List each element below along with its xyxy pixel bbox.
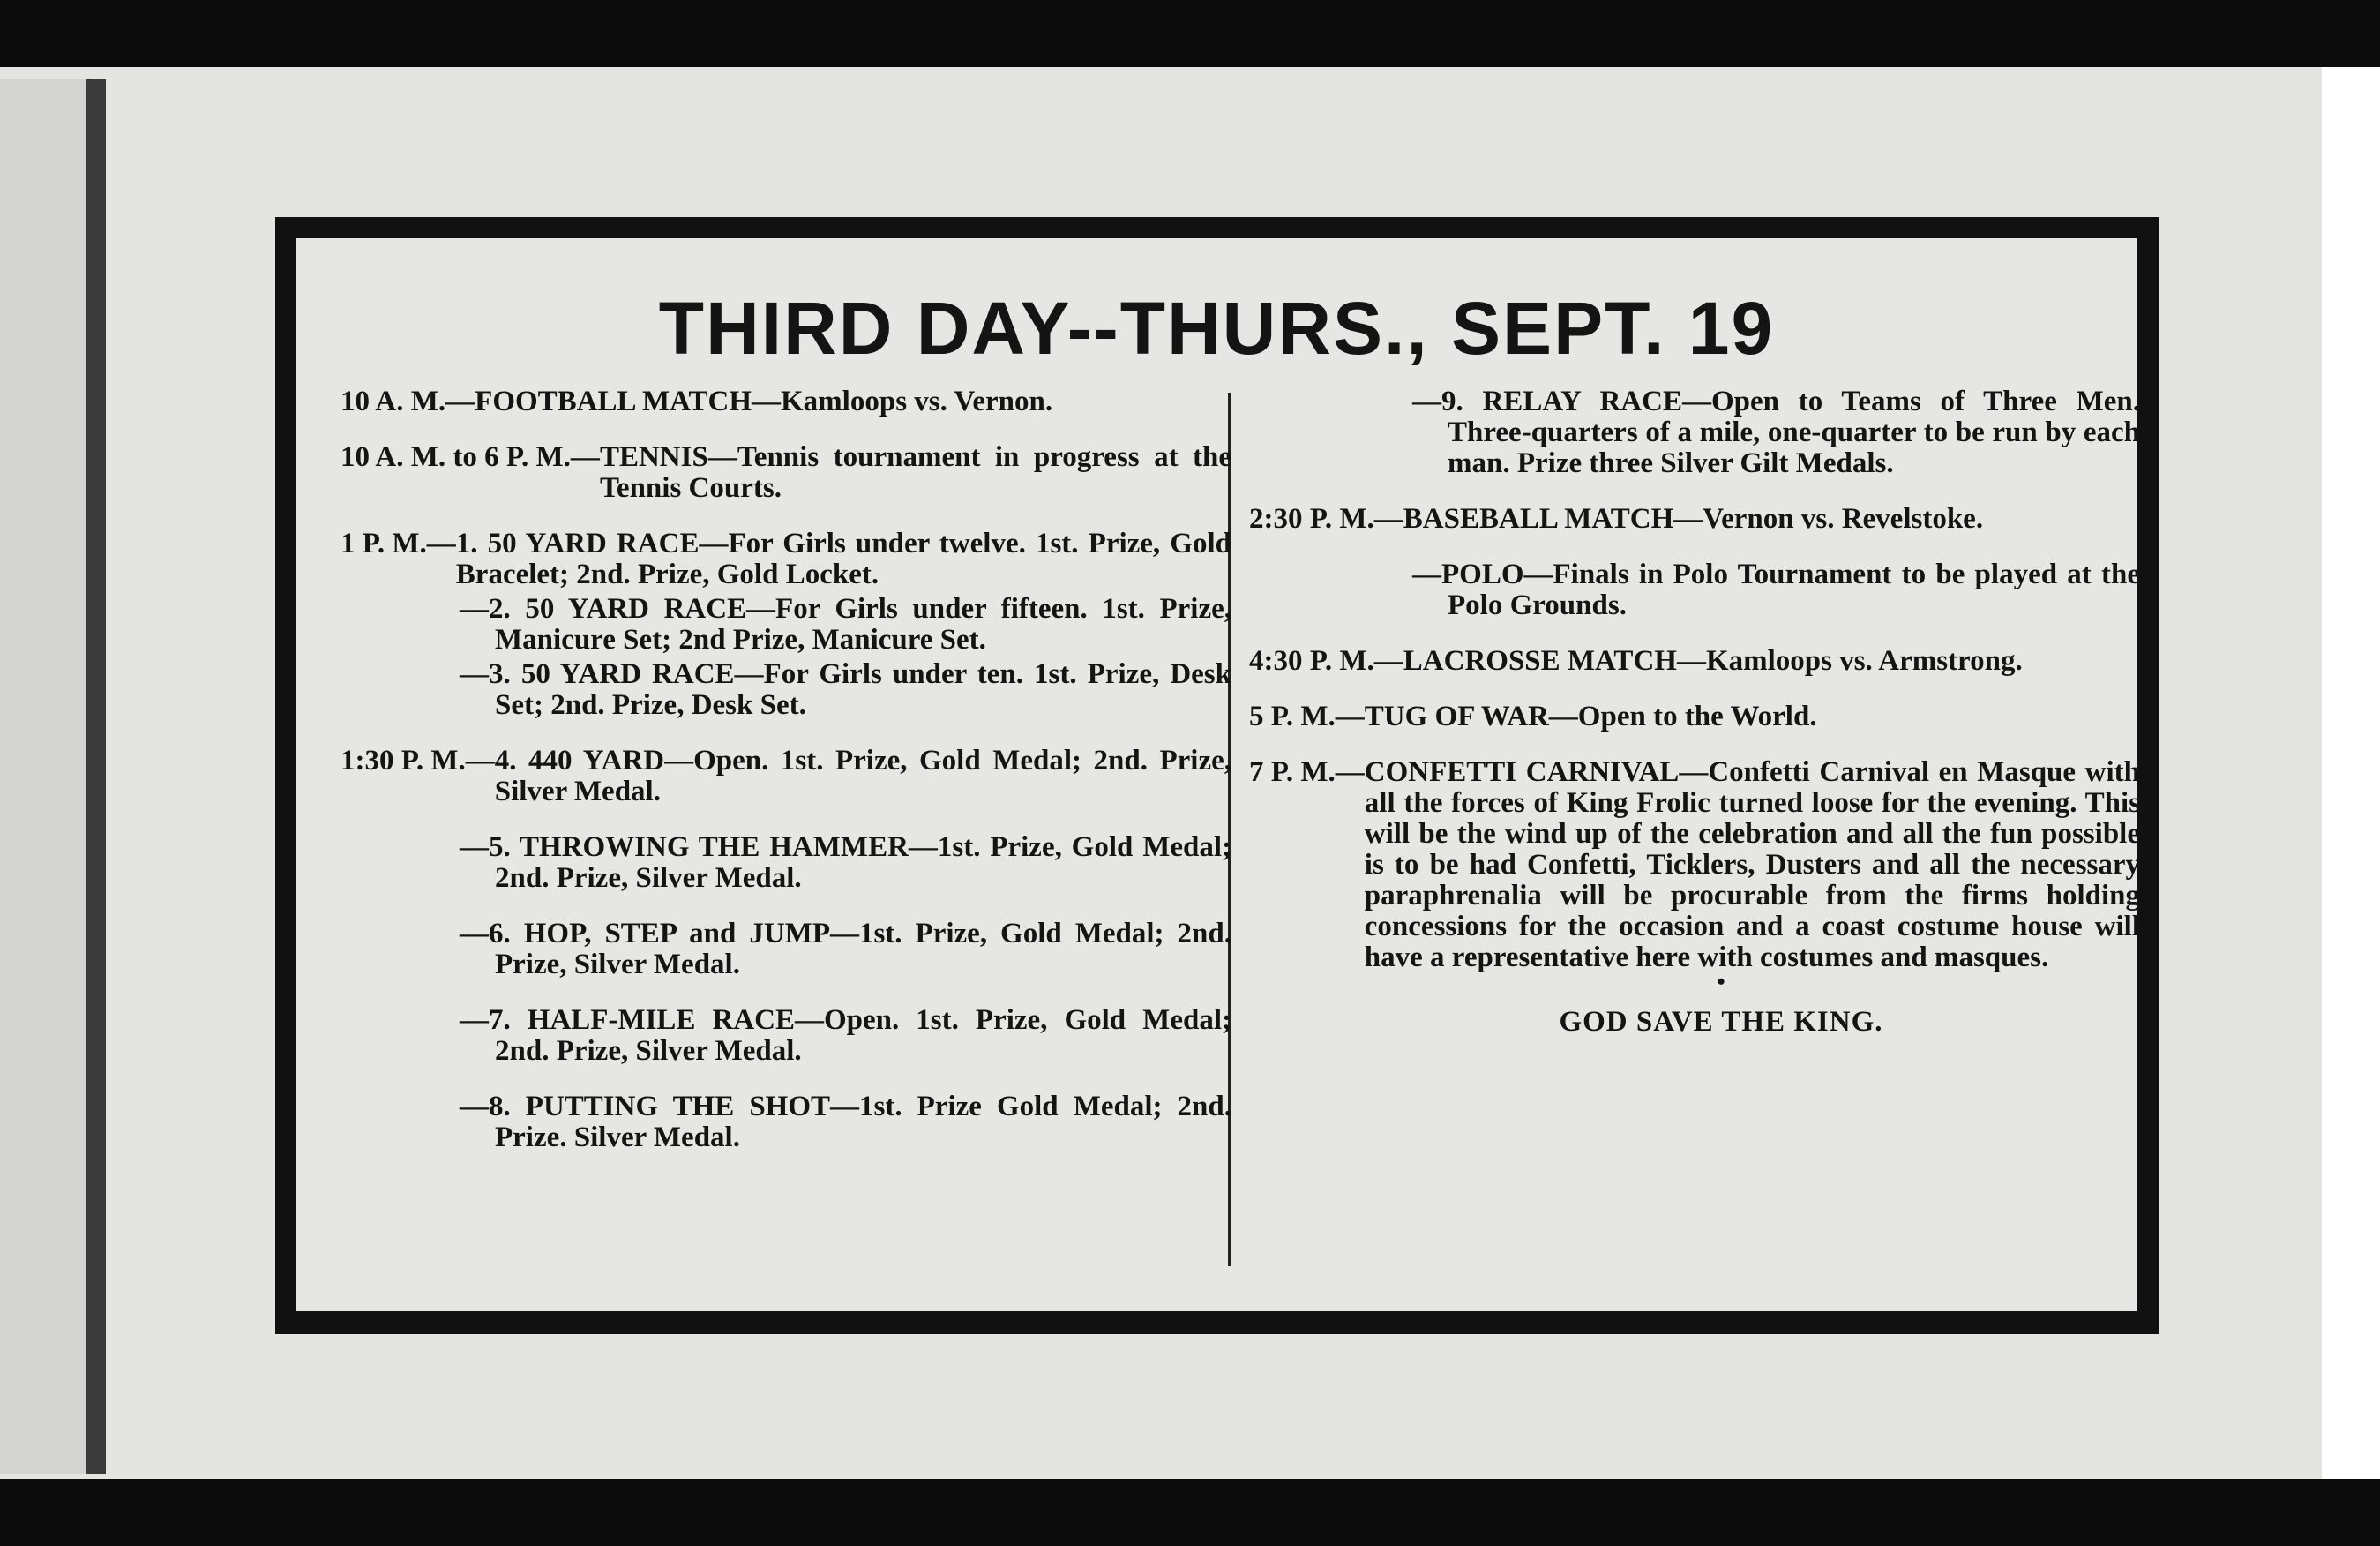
closing-line: GOD SAVE THE KING.: [1559, 1006, 1883, 1038]
schedule-entry-carnival: [1249, 757, 2140, 973]
schedule-entry-tug-of-war: [1249, 702, 2140, 732]
entry-text: CONFETTI CARNIVAL—Confetti Carnival en Masque with all the forces of King Frolic turned loose for the evening. This will be the wind up of the celebration and all the fun possible is to be had Confetti, Ticklers, Dusters and all the necessary paraphrenalia will be procurable from the firms holding concessions for the occasion and a coast costume house will have a representative here with costumes and masques.: [1364, 756, 2140, 973]
schedule-entry-relay: —9. RELAY RACE—Open to Teams of Three Men. Three-quarters of a mile, one-quarter to be run by each man. Prize three Silver Gilt Medals.: [1412, 386, 2140, 479]
entry-text: 4. 440 YARD—Open. 1st. Prize, Gold Medal; 2nd. Prize, Silver Medal.: [494, 745, 1231, 807]
entry-text: TUG OF WAR—Open to the World.: [1364, 701, 1817, 732]
schedule-entry-race-1: [341, 529, 1231, 590]
schedule-entry-race-4: [341, 746, 1231, 807]
right-column: [1249, 386, 2140, 1038]
schedule-entry-polo: —POLO—Finals in Polo Tournament to be played at the Polo Grounds.: [1412, 559, 2140, 621]
schedule-entry-baseball: [1249, 504, 2140, 535]
schedule-entry-lacrosse: [1249, 646, 2140, 677]
left-column: [341, 386, 1231, 1178]
entry-text: BASEBALL MATCH—Vernon vs. Revelstoke.: [1403, 503, 1984, 535]
schedule-entry-race-3: —3. 50 YARD RACE—For Girls under ten. 1st. Prize, Desk Set; 2nd. Prize, Desk Set.: [460, 658, 1231, 721]
page-right-edge: [2322, 67, 2380, 1479]
schedule-entry-event-7: —7. HALF-MILE RACE—Open. 1st. Prize, Gold Medal; 2nd. Prize, Silver Medal.: [460, 1004, 1231, 1067]
page-title: THIRD DAY--THURS., SEPT. 19: [658, 287, 1775, 370]
entry-time: 10 A. M. to 6 P. M.—: [341, 441, 600, 473]
schedule-entry-event-6: —6. HOP, STEP and JUMP—1st. Prize, Gold Medal; 2nd. Prize, Silver Medal.: [460, 918, 1231, 980]
schedule-entry-race-2: —2. 50 YARD RACE—For Girls under fifteen. 1st. Prize, Manicure Set; 2nd Prize, Manicure Set.: [460, 593, 1231, 656]
ornament-dot: •: [1717, 969, 1725, 994]
page-gutter-shadow: [0, 79, 86, 1474]
entry-text: TENNIS—Tennis tournament in progress at the Tennis Courts.: [599, 441, 1231, 504]
entry-time: 2:30 P. M.—: [1249, 503, 1403, 535]
entry-time: 1 P. M.—: [341, 528, 456, 559]
schedule-entry-tennis: [341, 442, 1231, 504]
schedule-entry-event-8: —8. PUTTING THE SHOT—1st. Prize Gold Medal; 2nd. Prize. Silver Medal.: [460, 1091, 1231, 1153]
entry-time: 5 P. M.—: [1249, 701, 1365, 732]
entry-time: 7 P. M.—: [1249, 756, 1365, 788]
entry-time: 1:30 P. M.—: [341, 745, 495, 777]
page-binding-edge: [86, 79, 106, 1474]
entry-time: 10 A. M.—: [341, 386, 475, 417]
entry-text: FOOTBALL MATCH—Kamloops vs. Vernon.: [475, 386, 1053, 417]
schedule-entry-football: [341, 386, 1231, 417]
entry-text: LACROSSE MATCH—Kamloops vs. Armstrong.: [1403, 645, 2023, 677]
entry-text: 1. 50 YARD RACE—For Girls under twelve. 1st. Prize, Gold Bracelet; 2nd. Prize, Gold Locket.: [455, 528, 1231, 590]
entry-time: 4:30 P. M.—: [1249, 645, 1403, 677]
schedule-entry-event-5: —5. THROWING THE HAMMER—1st. Prize, Gold Medal; 2nd. Prize, Silver Medal.: [460, 831, 1231, 894]
program-box: [275, 217, 2159, 1334]
